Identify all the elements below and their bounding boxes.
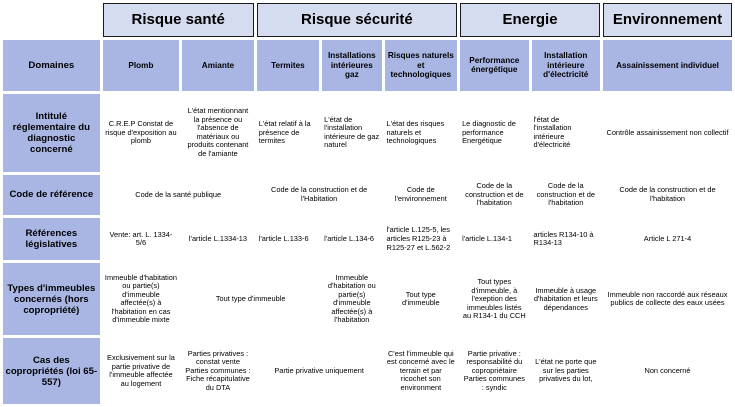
intitule-amiante: L'état mentionnant la présence ou l'absence de matériaux ou produits contenant de l'amiante (182, 94, 254, 172)
references-termites: l'article L.133-6 (257, 218, 319, 260)
references-plomb: Vente: art. L. 1334-5/6 (103, 218, 180, 260)
code-reference-securite: Code de la construction et de l'Habitation (257, 175, 382, 215)
intitule-termites: L'état relatif à la présence de termites (257, 94, 319, 172)
cas-termites-gaz: Partie privative uniquement (257, 338, 382, 404)
row-header-cas: Cas des copropriétés (loi 65-557) (3, 338, 100, 404)
domains-row (3, 40, 732, 91)
code-reference-sante: Code de la santé publique (103, 175, 254, 215)
domain-electricite: Installation intérieure d'électricité (532, 40, 600, 91)
code-reference-assainissement: Code de la construction et de l'habitation (603, 175, 732, 215)
group-securite: Risque sécurité (257, 3, 457, 37)
cas-row (3, 338, 732, 404)
intitule-row (3, 94, 732, 172)
references-amiante: l'article L.1334-13 (182, 218, 254, 260)
domain-risques: Risques naturels et technologiques (385, 40, 458, 91)
row-header-types: Types d'immeubles concernés (hors copropriété) (3, 263, 100, 335)
row-header-references: Références législatives (3, 218, 100, 260)
references-risques: l'article L.125-5, les articles R125-23 à R125-27 et L.562-2 (385, 218, 458, 260)
types-performance: Tout types d'immeuble, à l'exeption des immeubles listés au R134-1 du CCH (460, 263, 528, 335)
intitule-risques: L'état des risques naturels et technologiques (385, 94, 458, 172)
intitule-assainissement: Contrôle assainissement non collectif (603, 94, 732, 172)
group-environnement: Environnement (603, 3, 732, 37)
intitule-performance: Le diagnostic de performance Energétique (460, 94, 528, 172)
references-performance: l'article L.134-1 (460, 218, 528, 260)
types-plomb: Immeuble d'habitation ou partie(s) d'immeuble affectée(s) à l'habitation en cas d'immeuble mixte (103, 263, 180, 335)
types-row (3, 263, 732, 335)
domain-plomb: Plomb (103, 40, 180, 91)
references-assainissement: Article L 271-4 (603, 218, 732, 260)
domain-amiante: Amiante (182, 40, 254, 91)
corner-cell (3, 3, 100, 37)
domain-performance: Performance énergétique (460, 40, 528, 91)
cas-risques: C'est l'immeuble qui est concerné avec le terrain et par ricochet son environment (385, 338, 458, 404)
types-gaz: Immeuble d'habitation ou partie(s) d'immeuble affectée(s) à l'habitation (322, 263, 381, 335)
references-electricite: articles R134-10 à R134-13 (532, 218, 600, 260)
cas-amiante: Parties privatives : constat vente Parties communes : Fiche récapitulative du DTA (182, 338, 254, 404)
cas-electricite: L'état ne porte que sur les parties privatives du lot, (532, 338, 600, 404)
code-reference-electricite: Code de la construction et de l'habitation (532, 175, 600, 215)
cas-assainissement: Non concerné (603, 338, 732, 404)
code-reference-risques: Code de l'environnement (385, 175, 458, 215)
types-amiante-termites: Tout type d'immeuble (182, 263, 319, 335)
cas-performance: Partie privative : responsabilité du copropriétaire Parties communes : syndic (460, 338, 528, 404)
types-assainissement: Immeuble non raccordé aux réseaux publics de collecte des eaux usées (603, 263, 732, 335)
intitule-gaz: L'état de l'installation intérieure de gaz naturel (322, 94, 381, 172)
group-sante: Risque santé (103, 3, 254, 37)
row-header-code-reference: Code de référence (3, 175, 100, 215)
row-header-domaines: Domaines (3, 40, 100, 91)
intitule-electricite: l'état de l'installation intérieure d'électricité (532, 94, 600, 172)
code-reference-row (3, 175, 732, 215)
types-electricite: Immeuble à usage d'habitation et leurs dépendances (532, 263, 600, 335)
row-header-intitule: Intitulé réglementaire du diagnostic concerné (3, 94, 100, 172)
group-header-row (3, 3, 732, 37)
cas-plomb: Exclusivement sur la partie privative de l'immeuble affectée au logement (103, 338, 180, 404)
domain-termites: Termites (257, 40, 319, 91)
domain-assainissement: Assainissement individuel (603, 40, 732, 91)
references-gaz: l'article L.134-6 (322, 218, 381, 260)
code-reference-performance: Code de la construction et de l'habitation (460, 175, 528, 215)
domain-gaz: Installations intérieures gaz (322, 40, 381, 91)
references-row (3, 218, 732, 260)
group-energie: Energie (460, 3, 600, 37)
intitule-plomb: C.R.E.P Constat de risque d'exposition au plomb (103, 94, 180, 172)
types-risques: Tout type d'immeuble (385, 263, 458, 335)
